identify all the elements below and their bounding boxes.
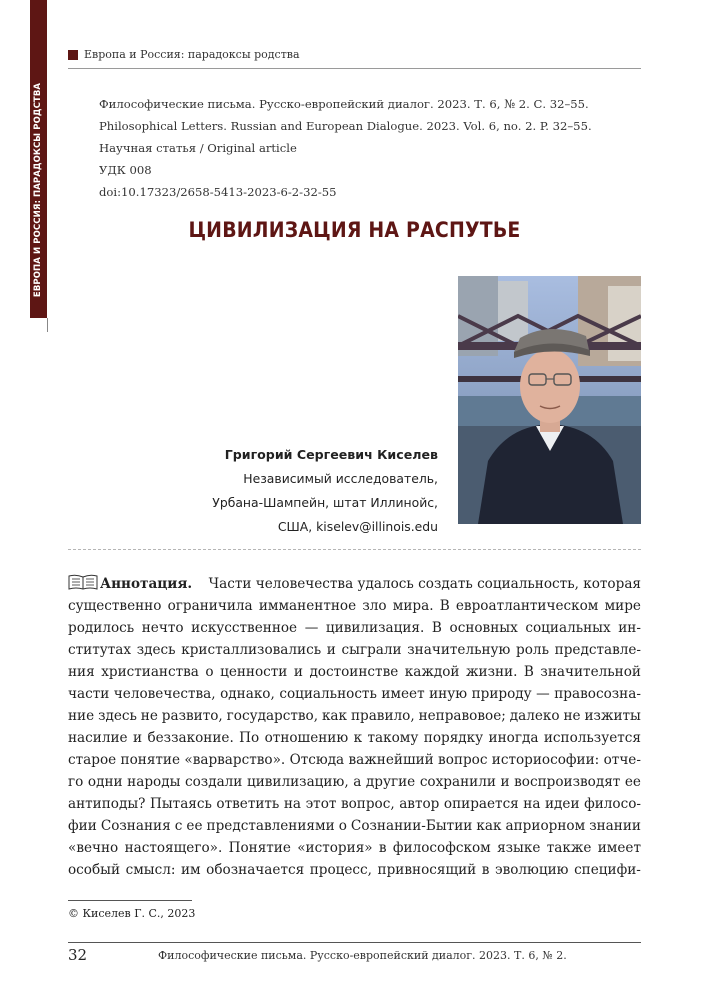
word: значительной	[540, 664, 641, 680]
word: «варварство».	[184, 752, 286, 768]
word: ценности	[220, 664, 288, 680]
article-type: Научная статья / Original article	[99, 141, 297, 155]
word: зло	[362, 598, 387, 614]
word: имеет	[597, 840, 641, 856]
word: априорном	[505, 818, 586, 834]
footer-rule	[68, 942, 641, 943]
word: природу	[471, 686, 532, 702]
word: важнейший	[348, 752, 434, 768]
word: По	[239, 730, 260, 746]
footnote-rule	[68, 900, 192, 901]
side-tab-label: ЕВРОПА И РОССИЯ: ПАРАДОКСЫ РОДСТВА	[33, 82, 43, 298]
author-photo	[458, 276, 641, 524]
word: создали	[184, 774, 243, 790]
word: специфи-	[574, 862, 641, 878]
word: здесь	[98, 708, 137, 724]
word: ограничила	[167, 598, 253, 614]
author-block	[212, 443, 438, 539]
word: и	[132, 730, 143, 746]
word: смысл:	[125, 862, 176, 878]
word: имманентное	[258, 598, 357, 614]
word: Понятие	[228, 840, 291, 856]
word: философском	[392, 840, 491, 856]
abstract-label: Аннотация.	[100, 576, 193, 592]
word: достоинстве	[309, 664, 399, 680]
word: используется	[543, 730, 641, 746]
word: —	[304, 620, 319, 636]
word: а	[353, 774, 362, 790]
word: мире	[604, 598, 641, 614]
word: антиподы?	[68, 796, 146, 812]
doi: doi:10.17323/2658-5413-2023-6-2-32-55	[99, 185, 337, 199]
word: языке	[497, 840, 541, 856]
word: здесь	[136, 642, 176, 658]
word: социальность	[279, 686, 377, 702]
word: представле-	[554, 642, 641, 658]
word: однако,	[220, 686, 275, 702]
word: В	[439, 598, 450, 614]
abstract-line	[68, 837, 641, 859]
word: ее	[186, 818, 203, 834]
word: сыграли	[341, 642, 402, 658]
word: на	[283, 796, 302, 812]
header-square-icon	[68, 50, 78, 60]
word: евроатлантическом	[455, 598, 599, 614]
word: Отсюда	[289, 752, 345, 768]
running-header	[68, 48, 300, 61]
word: на	[523, 796, 541, 812]
word: также	[546, 840, 592, 856]
word: идеи	[545, 796, 580, 812]
word: другие	[365, 774, 416, 790]
word: развито,	[161, 708, 223, 724]
word: роль	[516, 642, 549, 658]
word: —	[536, 686, 550, 702]
open-book-icon	[68, 574, 98, 590]
citation-ru: Философические письма. Русско-европейский диалог. 2023. Т. 6, № 2. С. 32–55.	[99, 97, 589, 111]
abstract-line	[68, 771, 641, 793]
abstract-line	[68, 727, 641, 749]
abstract-heading	[68, 573, 192, 595]
word: Сознании-Бытии	[350, 818, 473, 834]
word: насилие	[68, 730, 128, 746]
word: правосозна-	[554, 686, 641, 702]
word: искусственное	[191, 620, 298, 636]
word: неправовое;	[418, 708, 506, 724]
abstract	[68, 573, 641, 881]
word: христианства	[101, 664, 199, 680]
abstract-line	[68, 815, 641, 837]
word: представлениями	[206, 818, 335, 834]
word: иную	[429, 686, 468, 702]
journal-footer: Философические письма. Русско-европейский диалог. 2023. Т. 6, № 2.	[158, 949, 567, 962]
abstract-line	[68, 793, 641, 815]
author-contact: США, kiselev@illinois.edu	[277, 519, 438, 534]
word: государство,	[226, 708, 319, 724]
word: такому	[367, 730, 419, 746]
word: части	[68, 686, 110, 702]
word: настоящего».	[124, 840, 223, 856]
word: Пытаясь	[150, 796, 212, 812]
word: историософии:	[491, 752, 600, 768]
word: существенно	[68, 598, 162, 614]
word: ее	[624, 774, 641, 790]
word: фии	[68, 818, 97, 834]
abstract-line	[68, 683, 641, 705]
udc: УДК 008	[99, 163, 152, 177]
word: вопрос,	[340, 796, 395, 812]
word: не	[140, 708, 158, 724]
word: о	[338, 818, 347, 834]
word: ние	[68, 708, 95, 724]
word: в	[481, 862, 490, 878]
abstract-line	[68, 617, 641, 639]
word: го	[68, 774, 84, 790]
word: и	[326, 642, 336, 658]
word: цивилизацию,	[246, 774, 349, 790]
word: социальных	[525, 620, 611, 636]
word: имеет	[381, 686, 425, 702]
word: нечто	[141, 620, 184, 636]
word: ститутах	[68, 642, 132, 658]
abstract-line	[68, 595, 641, 617]
word: вопрос	[438, 752, 488, 768]
word: как	[321, 708, 348, 724]
abstract-line	[68, 859, 641, 881]
word: особый	[68, 862, 121, 878]
word: опирается	[443, 796, 519, 812]
word: и	[500, 774, 510, 790]
author-affiliation: Независимый исследователь,	[243, 471, 438, 486]
word: Сознания	[100, 818, 171, 834]
word: этот	[305, 796, 337, 812]
word: им	[180, 862, 201, 878]
word: порядку	[423, 730, 484, 746]
word: в	[378, 840, 387, 856]
word: правило,	[350, 708, 415, 724]
copyright-footnote: © Киселев Г. С., 2023	[68, 907, 196, 920]
word: мира.	[392, 598, 434, 614]
word: не	[563, 708, 581, 724]
word: к	[353, 730, 363, 746]
word: человечества,	[113, 686, 216, 702]
author-name: Григорий Сергеевич Киселев	[224, 447, 438, 462]
word: автор	[399, 796, 440, 812]
word: цивилизация.	[325, 620, 425, 636]
word: эволюцию	[494, 862, 569, 878]
word: о	[205, 664, 214, 680]
word: изжиты	[584, 708, 641, 724]
page-number: 32	[68, 946, 88, 964]
word: далеко	[509, 708, 560, 724]
side-tab-tick	[47, 318, 48, 332]
word: и	[293, 664, 303, 680]
abstract-line	[68, 661, 641, 683]
section-divider	[68, 549, 641, 550]
word: жизни.	[466, 664, 518, 680]
word: «вечно	[68, 840, 119, 856]
abstract-line	[68, 573, 641, 595]
word: как	[476, 818, 502, 834]
word: знании	[589, 818, 641, 834]
word: процесс,	[309, 862, 372, 878]
word: ин-	[618, 620, 641, 636]
word: отче-	[603, 752, 641, 768]
word: привносящий	[377, 862, 477, 878]
article-metadata	[99, 93, 592, 203]
word: основных	[449, 620, 518, 636]
word: понятие	[120, 752, 181, 768]
abstract-line	[68, 639, 641, 661]
word: с	[174, 818, 183, 834]
author-location: Урбана-Шампейн, штат Иллинойс,	[212, 495, 438, 510]
word: каждой	[404, 664, 460, 680]
word: иногда	[488, 730, 539, 746]
word: воспроизводят	[514, 774, 621, 790]
word: народы	[127, 774, 181, 790]
word: беззаконие.	[147, 730, 234, 746]
word: старое	[68, 752, 117, 768]
citation-en: Philosophical Letters. Russian and European Dialogue. 2023. Vol. 6, no. 2. P. 32–55.	[99, 119, 592, 133]
header-rule	[68, 68, 641, 69]
article-title: ЦИВИЛИЗАЦИЯ НА РАСПУТЬЕ	[188, 218, 521, 242]
section-title: Европа и Россия: парадоксы родства	[84, 48, 300, 61]
word: В	[431, 620, 442, 636]
word: значительную	[407, 642, 511, 658]
word: ния	[68, 664, 95, 680]
word: филосо-	[584, 796, 641, 812]
word: ответить	[216, 796, 280, 812]
word: «история»	[297, 840, 373, 856]
word: кристаллизовались	[181, 642, 322, 658]
abstract-text: Части человечества удалось создать социальность, которая	[208, 576, 641, 592]
word: одни	[87, 774, 123, 790]
abstract-line	[68, 705, 641, 727]
abstract-line	[68, 749, 641, 771]
word: родилось	[68, 620, 135, 636]
word: отношению	[264, 730, 349, 746]
word: сохранили	[419, 774, 496, 790]
word: В	[523, 664, 534, 680]
word: обозначается	[206, 862, 305, 878]
